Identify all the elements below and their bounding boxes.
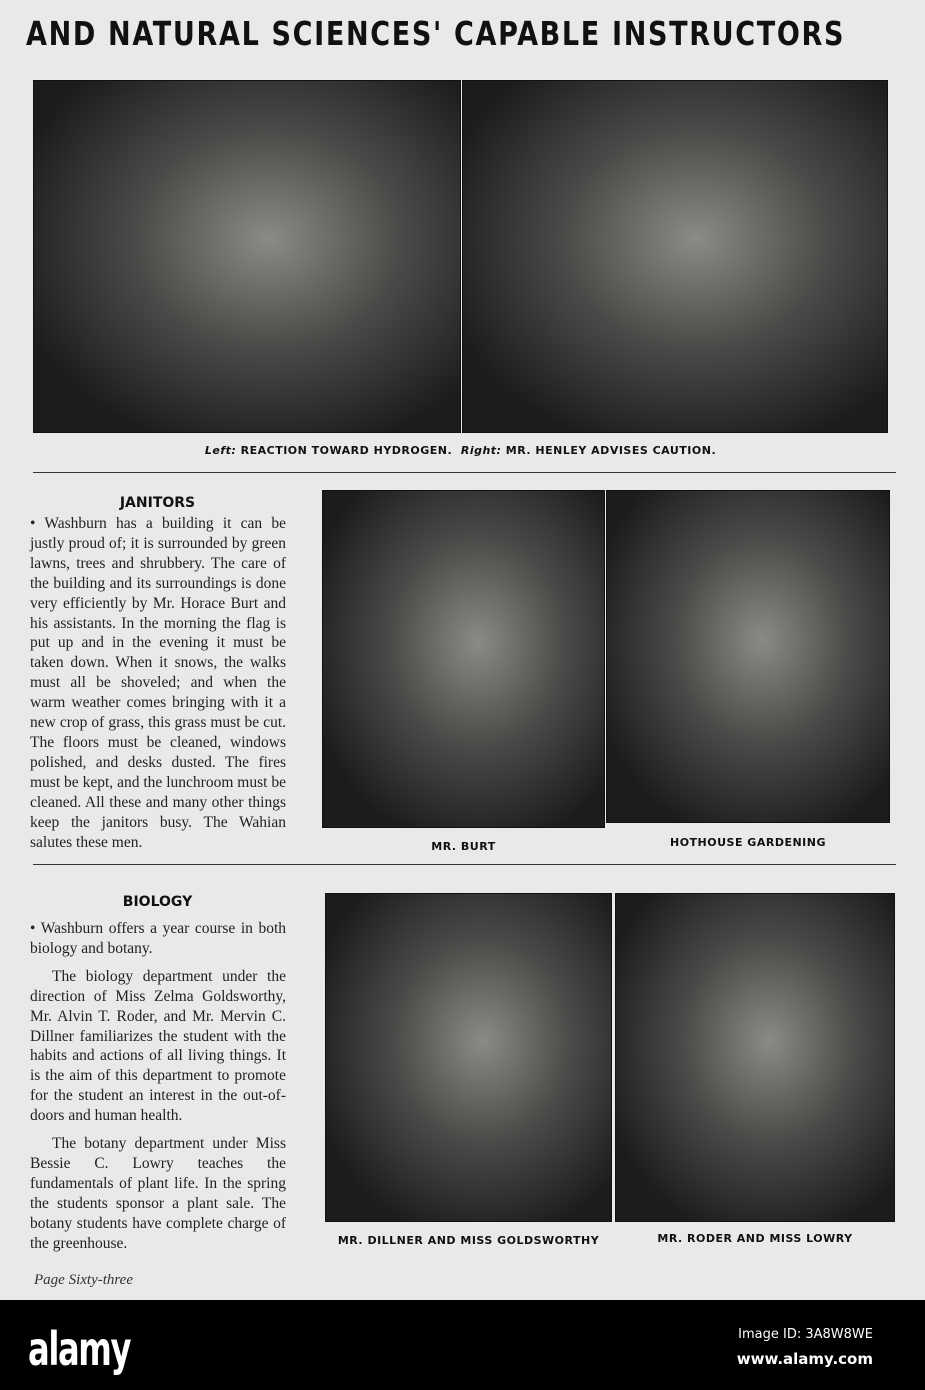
photo-roder-lowry xyxy=(615,893,895,1222)
janitors-text: • Washburn has a building it can be justly proud of; it is surrounded by green lawns, trees and shrubbery. The care of the building and its surroundings is done very efficiently by Mr. Horace Burt and his assistants. In the morning the flag is put up and in the evening it must be taken down. When it snows, the walks must all be shoveled; and when the warm weather comes bringing with it a new crop of grass, this grass must be cut. The floors must be cleaned, windows polished, and desks dusted. The fires must be kept, and the lunchroom must be cleaned. All these and many other things keep the janitors busy. The Wahian salutes these men. xyxy=(30,515,286,851)
caption-dillner-goldsworthy: MR. DILLNER AND MISS GOLDSWORTHY xyxy=(337,1234,600,1247)
photo-dillner-goldsworthy xyxy=(325,893,612,1222)
biology-paragraph: • Washburn offers a year course in both biology and botany. xyxy=(30,920,286,957)
photo-chemistry-lab xyxy=(33,80,461,433)
divider xyxy=(33,472,896,473)
photo-mr-burt xyxy=(322,490,605,828)
image-id: Image ID: 3A8W8WE xyxy=(738,1327,873,1342)
biology-paragraph: The botany department under Miss Bessie C. Lowry teaches the fundamentals of plant life. In the spring the students sponsor a plant sale. The botany students have complete charge of the greenhouse. xyxy=(30,1135,286,1252)
caption-hothouse: HOTHOUSE GARDENING xyxy=(669,836,826,849)
photo-hothouse-gardening xyxy=(606,490,890,823)
divider xyxy=(33,864,896,865)
top-photo-caption: Left: REACTION TOWARD HYDROGEN. Right: MR. HENLEY ADVISES CAUTION. xyxy=(204,444,717,457)
biology-paragraph: The biology department under the direction of Miss Zelma Goldsworthy, Mr. Alvin T. Roder, and Mr. Mervin C. Dillner familiarizes the student with the habits and actions of all living things. It is the aim of this department to promote for the student an interest in the out-of-doors and human health. xyxy=(30,967,286,1125)
photo-mr-henley xyxy=(462,80,888,433)
biology-text xyxy=(30,919,286,1254)
page-number: Page Sixty-three xyxy=(34,1272,133,1288)
caption-mr-burt: MR. BURT xyxy=(431,840,496,853)
alamy-logo: alamy xyxy=(28,1322,131,1376)
janitors-heading: JANITORS xyxy=(119,495,196,511)
biology-heading: BIOLOGY xyxy=(122,894,193,910)
caption-roder-lowry: MR. RODER AND MISS LOWRY xyxy=(657,1232,853,1245)
watermark-bar xyxy=(0,1300,925,1390)
page-title: AND NATURAL SCIENCES' CAPABLE INSTRUCTORS xyxy=(26,14,846,53)
watermark-url: www.alamy.com xyxy=(736,1350,873,1368)
